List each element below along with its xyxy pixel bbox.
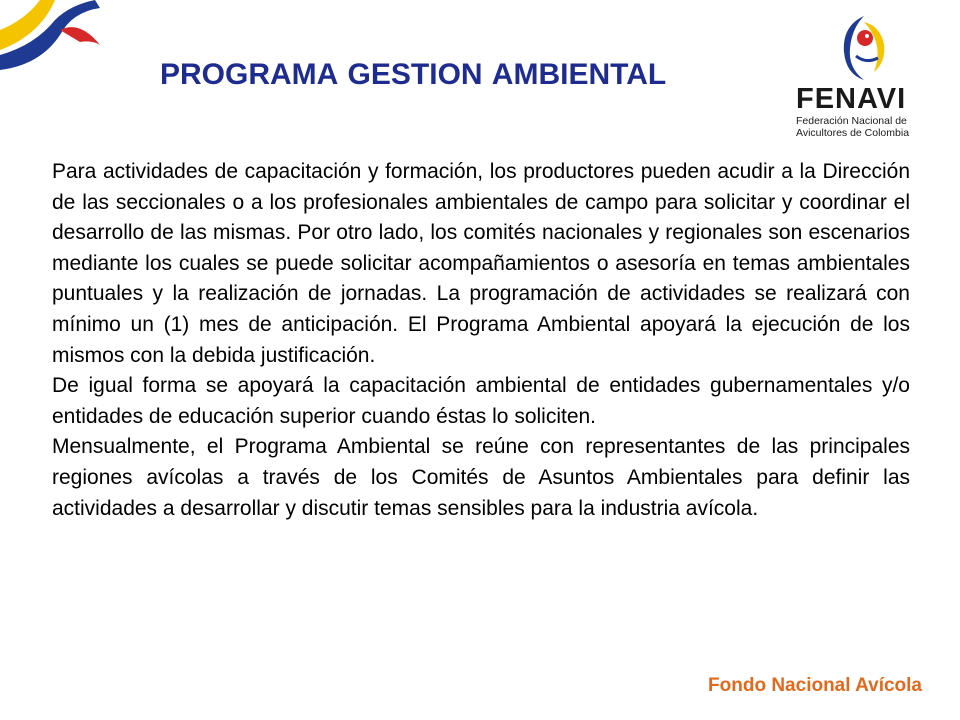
- paragraph-entidades: De igual forma se apoyará la capacitación ambiental de entidades gubernamentales y/o entidades de educación superior cuando éstas lo soliciten.: [52, 374, 910, 428]
- corner-decoration-logo: [0, 0, 110, 110]
- fenavi-subtitle-line-2: Avicultores de Colombia: [796, 127, 910, 139]
- corner-red-swoosh: [60, 27, 100, 45]
- paragraph-capacitacion: Para actividades de capacitación y formación, los productores pueden acudir a la Dirección de las seccionales o a los profesionales ambientales de campo para solicitar y coordinar el desarrollo de las mismas. Por otro lado, los comités nacionales y regionales son escenarios mediante los cuales se puede solicitar acompañamientos o asesoría en temas ambientales puntuales y la realización de jornadas. La programación de actividades se realizará con mínimo un (1) mes de anticipación. El Programa Ambiental apoyará la ejecución de los mismos con la debida justificación.: [52, 160, 910, 367]
- fenavi-logo: [788, 12, 938, 137]
- fenavi-subtitle: [796, 115, 909, 139]
- fenavi-bird-emblem-icon: [834, 12, 892, 84]
- footer-fondo-nacional-avicola: Fondo Nacional Avícola: [708, 675, 922, 696]
- fenavi-wordmark: FENAVI: [796, 83, 907, 115]
- body-text: [52, 157, 910, 524]
- paragraph-comites: Mensualmente, el Programa Ambiental se reúne con representantes de las principales regiones avícolas a través de los Comités de Asuntos Ambientales para definir las actividades a desarrollar y discutir temas sensibles para la industria avícola.: [52, 435, 910, 520]
- page-title: PROGRAMA GESTION AMBIENTAL: [160, 58, 667, 91]
- fenavi-subtitle-line-1: Federación Nacional de: [796, 115, 907, 127]
